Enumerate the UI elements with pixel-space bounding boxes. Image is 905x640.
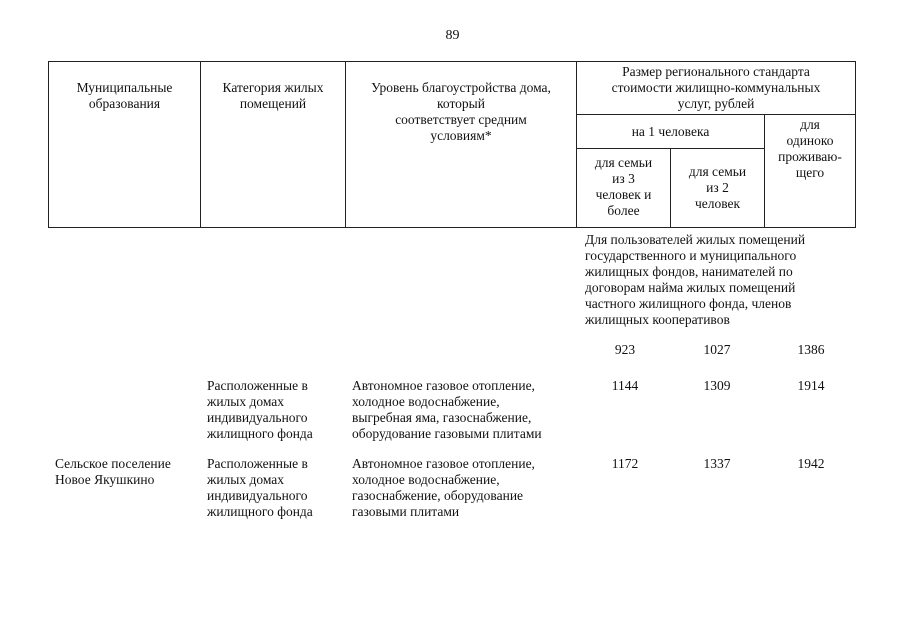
row2-comfort: Автономное газовое отопление, холодное водоснабжение, выгребная яма, газоснабжение, оборудование газовыми плитами [352,378,542,441]
row3-municipality: Сельское поселение Новое Якушкино [55,456,171,487]
row1-family2: 1027 [703,342,731,357]
header-single: для одиноко проживаю- щего [778,117,842,180]
header-right-border [855,61,856,228]
row3-category: Расположенные в жилых домах индивидуального жилищного фонда [207,456,313,519]
row1-single: 1386 [797,342,825,357]
row3-family2: 1337 [703,456,731,471]
row2-family3: 1144 [611,378,639,393]
row3-single: 1942 [797,456,825,471]
header-comfort: Уровень благоустройства дома, который соответствует средним условиям* [371,80,551,143]
header-bottom-border [48,227,856,228]
row2-category: Расположенные в жилых домах индивидуального жилищного фонда [207,378,313,441]
header-standard: Размер регионального стандарта стоимости жилищно-коммунальных услуг, рублей [611,64,821,111]
header-per-person: на 1 человека [631,124,710,139]
header-category: Категория жилых помещений [222,80,324,111]
row3-family3: 1172 [611,456,639,471]
row3-comfort: Автономное газовое отопление, холодное водоснабжение, газоснабжение, оборудование газовыми плитами [352,456,535,519]
row1-family3: 923 [614,342,636,357]
header-standard-divider [576,114,856,115]
header-family2: для семьи из 2 человек [688,164,747,211]
header-top-border [48,61,856,62]
section-note: Для пользователей жилых помещений государственного и муниципального жилищных фондов, нанимателей по договорам найма жилых помещений частного жилищного фонда, членов жилищных кооперативов [585,232,806,327]
header-family3: для семьи из 3 человек и более [594,155,653,218]
row2-single: 1914 [797,378,825,393]
row2-family2: 1309 [703,378,731,393]
header-municipality: Муниципальные образования [76,80,173,111]
page-number: 89 [445,28,460,43]
